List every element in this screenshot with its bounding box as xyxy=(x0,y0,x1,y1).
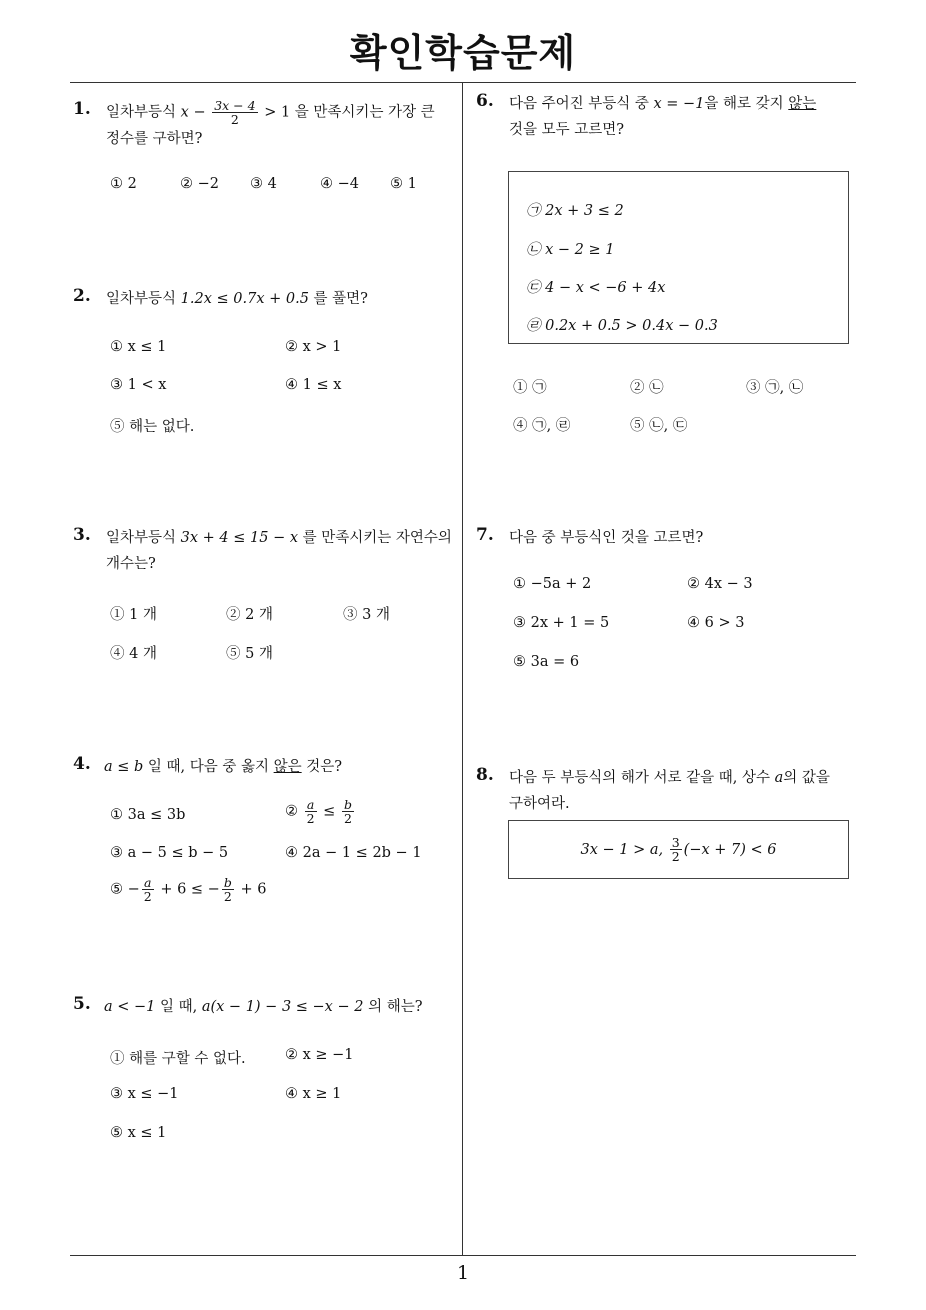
choice-5[interactable]: ⑤ ㉡, ㉢ xyxy=(630,418,688,434)
choice-1[interactable]: ① 1 개 xyxy=(110,607,157,623)
question-4 xyxy=(73,754,458,924)
question-text: 다음 주어진 부등식 중 x = −1을 해로 갖지 않는 것을 모두 고르면? xyxy=(509,96,817,138)
question-text: 일차부등식 1.2x ≤ 0.7x + 0.5 를 풀면? xyxy=(106,291,368,307)
choice-5[interactable]: ⑤ 3a = 6 xyxy=(513,654,580,670)
choice-4[interactable]: ④ 1 ≤ x xyxy=(285,377,342,393)
choice-3[interactable]: ③ 2x + 1 = 5 xyxy=(513,615,610,631)
choice-3[interactable]: ③ 1 < x xyxy=(110,377,167,393)
question-number: 4. xyxy=(73,754,91,774)
box-item-1: ㉠ 2x + 3 ≤ 2 xyxy=(526,203,624,219)
question-number: 1. xyxy=(73,99,91,119)
choice-3[interactable]: ③ x ≤ −1 xyxy=(110,1086,179,1102)
choice-1[interactable]: ① ㉠ xyxy=(513,380,547,396)
choice-2[interactable]: ② x ≥ −1 xyxy=(285,1047,354,1063)
question-6 xyxy=(476,91,861,441)
page-title: 확인학습문제 xyxy=(349,31,577,75)
choice-2[interactable]: ② −2 xyxy=(180,176,219,192)
choice-5[interactable]: ⑤ 5 개 xyxy=(226,646,273,662)
question-text: 일차부등식 x − $\frac{3x - 4}{2}$ > 1 을 만족시키는 가장 큰 정수를 구하면? xyxy=(106,98,435,147)
condition-expr-1: 3x − 1 > a, xyxy=(580,841,664,858)
choice-2[interactable]: ② $\frac{a}{2}$ ≤ $\frac{b}{2}$ xyxy=(285,797,352,826)
question-text: 다음 두 부등식의 해가 서로 같을 때, 상수 a의 값을 구하여라. xyxy=(509,770,830,812)
choice-2[interactable]: ② 4x − 3 xyxy=(687,576,753,592)
choice-3[interactable]: ③ ㉠, ㉡ xyxy=(746,380,804,396)
question-2 xyxy=(73,286,458,446)
top-rule xyxy=(70,82,856,83)
choice-1[interactable]: ① x ≤ 1 xyxy=(110,339,167,355)
question-number: 8. xyxy=(476,765,494,785)
question-text: a ≤ b 일 때, 다음 중 옳지 않은 것은? xyxy=(104,759,343,775)
box-item-4: ㉣ 0.2x + 0.5 > 0.4x − 0.3 xyxy=(526,318,718,334)
choice-4[interactable]: ④ ㉠, ㉣ xyxy=(513,418,571,434)
inequality-box xyxy=(508,171,849,344)
question-number: 2. xyxy=(73,286,91,306)
choice-2[interactable]: ② ㉡ xyxy=(630,380,664,396)
question-number: 5. xyxy=(73,994,91,1014)
bottom-rule xyxy=(70,1255,856,1256)
choice-4[interactable]: ④ −4 xyxy=(320,176,359,192)
box-item-3: ㉢ 4 − x < −6 + 4x xyxy=(526,280,666,296)
choice-3[interactable]: ③ 3 개 xyxy=(343,607,390,623)
column-divider xyxy=(462,82,463,1255)
question-text: 일차부등식 3x + 4 ≤ 15 − x 를 만족시키는 자연수의 개수는? xyxy=(106,530,452,572)
question-5 xyxy=(73,994,458,1154)
condition-box xyxy=(508,820,849,879)
fraction: $\frac{3x - 4}{2}$ xyxy=(214,98,256,127)
condition-expr-2: (−x + 7) < 6 xyxy=(683,841,777,858)
question-1 xyxy=(73,99,458,299)
choice-1[interactable]: ① 3a ≤ 3b xyxy=(110,807,186,823)
choice-4[interactable]: ④ 6 > 3 xyxy=(687,615,745,631)
choice-2[interactable]: ② x > 1 xyxy=(285,339,342,355)
question-number: 6. xyxy=(476,91,494,111)
choice-5[interactable]: ⑤ − $\frac{a}{2}$ + 6 ≤ − $\frac{b}{2}$ + 6 xyxy=(110,875,267,904)
question-text: a < −1 일 때, a(x − 1) − 3 ≤ −x − 2 의 해는? xyxy=(104,999,423,1015)
choice-4[interactable]: ④ x ≥ 1 xyxy=(285,1086,342,1102)
question-text: 다음 중 부등식인 것을 고르면? xyxy=(509,530,704,546)
choice-1[interactable]: ① −5a + 2 xyxy=(513,576,592,592)
choice-5[interactable]: ⑤ 1 xyxy=(390,176,417,192)
choice-4[interactable]: ④ 2a − 1 ≤ 2b − 1 xyxy=(285,845,422,861)
box-item-2: ㉡ x − 2 ≥ 1 xyxy=(526,242,615,258)
choice-4[interactable]: ④ 4 개 xyxy=(110,646,157,662)
choice-5[interactable]: ⑤ x ≤ 1 xyxy=(110,1125,167,1141)
question-7 xyxy=(476,525,861,685)
question-8 xyxy=(476,765,861,885)
choice-5[interactable]: ⑤ 해는 없다. xyxy=(110,419,195,435)
page-number: 1 xyxy=(456,1262,470,1284)
question-3 xyxy=(73,525,458,675)
fraction: $\frac{3}{2}$ xyxy=(671,835,680,864)
choice-1[interactable]: ① 2 xyxy=(110,176,137,192)
choice-1[interactable]: ① 해를 구할 수 없다. xyxy=(110,1051,246,1067)
choice-2[interactable]: ② 2 개 xyxy=(226,607,273,623)
question-number: 7. xyxy=(476,525,494,545)
question-number: 3. xyxy=(73,525,91,545)
choice-3[interactable]: ③ a − 5 ≤ b − 5 xyxy=(110,845,229,861)
choice-3[interactable]: ③ 4 xyxy=(250,176,277,192)
